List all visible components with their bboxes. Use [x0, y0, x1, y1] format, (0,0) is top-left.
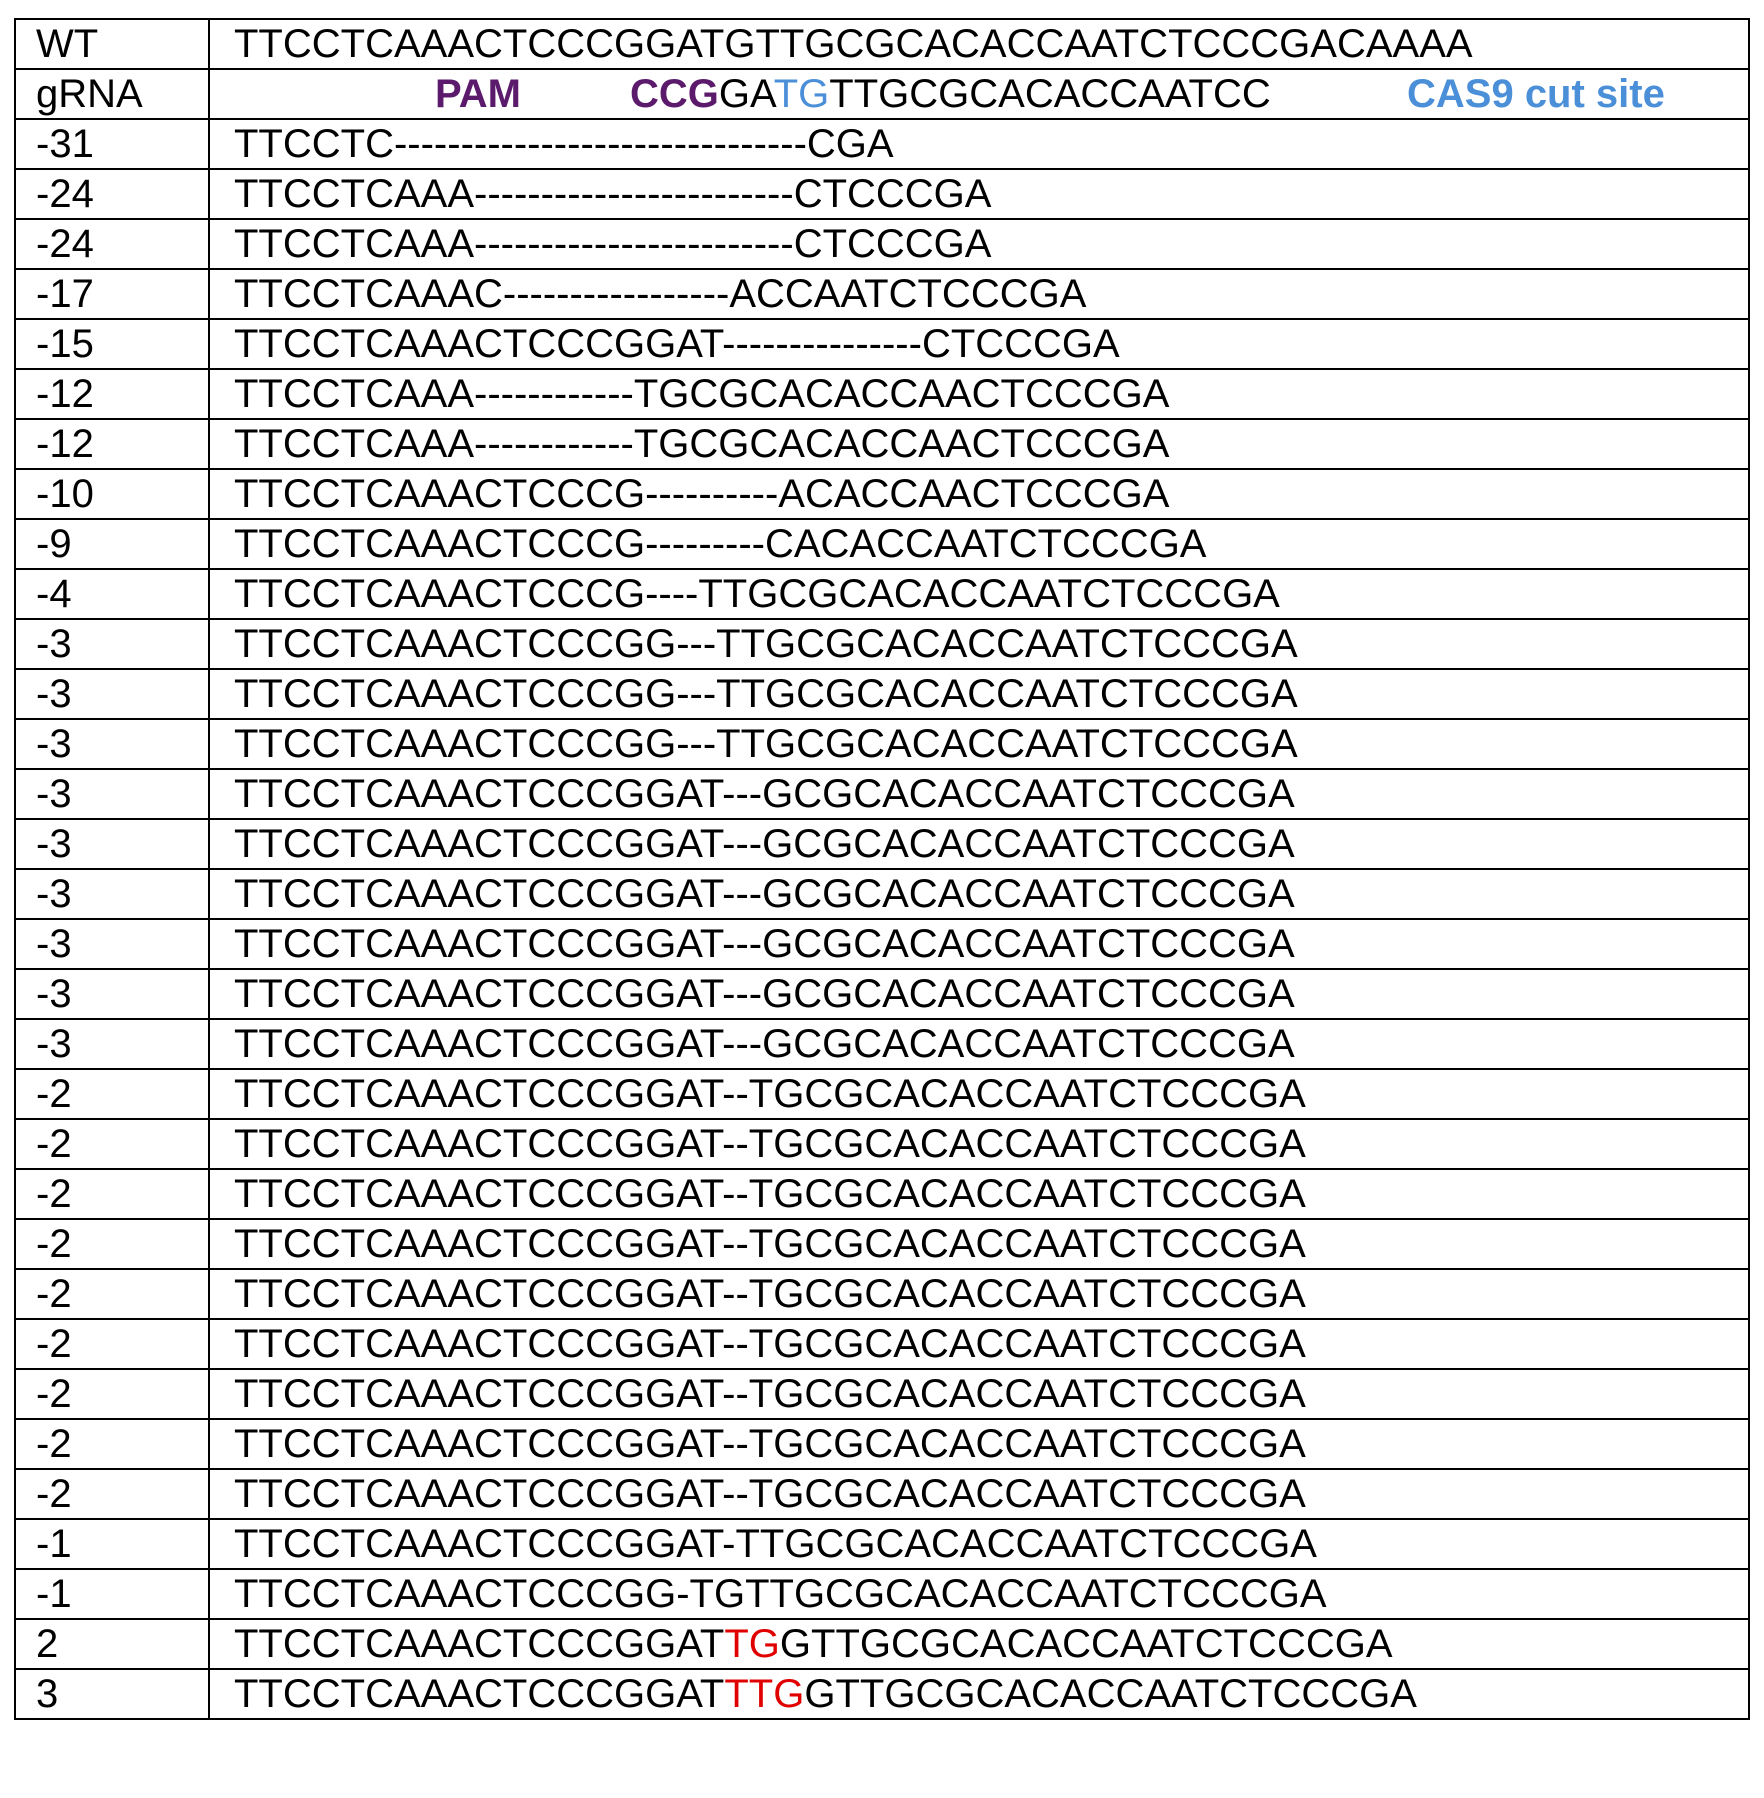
mutant-sequence: TTCCTCAAACTCCCGGAT-TTGCGCACACCAATCTCCCGA: [209, 1519, 1749, 1569]
table-row: [15, 769, 1749, 819]
indel-size: -3: [15, 1019, 209, 1069]
table-row: [15, 1019, 1749, 1069]
indel-size: -2: [15, 1369, 209, 1419]
indel-size: -2: [15, 1469, 209, 1519]
mutant-sequence: TTCCTCAAACTCCCGGAT---GCGCACACCAATCTCCCGA: [209, 819, 1749, 869]
indel-size: -2: [15, 1269, 209, 1319]
indel-size: -3: [15, 819, 209, 869]
table-row: [15, 819, 1749, 869]
table-row: [15, 269, 1749, 319]
indel-size: -2: [15, 1319, 209, 1369]
indel-size: -17: [15, 269, 209, 319]
table-row: [15, 369, 1749, 419]
mutant-sequence: TTCCTCAAACTCCCGGAT--TGCGCACACCAATCTCCCGA: [209, 1169, 1749, 1219]
grna-row: [15, 69, 1749, 119]
cas9-cut-site-label: CAS9 cut site: [1407, 72, 1665, 116]
table-row: [15, 1519, 1749, 1569]
inserted-bases: TTG: [724, 1672, 805, 1716]
mutant-sequence: TTCCTCAAA------------------------CTCCCGA: [209, 219, 1749, 269]
mutant-sequence: TTCCTC-------------------------------CGA: [209, 119, 1749, 169]
mutant-sequence: TTCCTCAAA------------------------CTCCCGA: [209, 169, 1749, 219]
grna-pam-bases: CCG: [630, 72, 719, 116]
indel-size: 2: [15, 1619, 209, 1669]
sequence-post-insertion: GTTGCGCACACCAATCTCCCGA: [804, 1672, 1417, 1716]
table-row: [15, 1369, 1749, 1419]
indel-size: -31: [15, 119, 209, 169]
table-row: [15, 1669, 1749, 1719]
mutant-sequence: TTCCTCAAACTCCCGGAT--TGCGCACACCAATCTCCCGA: [209, 1419, 1749, 1469]
table-row: [15, 469, 1749, 519]
indel-size: -3: [15, 619, 209, 669]
table-row: [15, 419, 1749, 469]
grna-mid-bases: GA: [718, 72, 774, 116]
table-row: [15, 619, 1749, 669]
mutant-sequence: [209, 1619, 1749, 1669]
mutant-sequence: TTCCTCAAACTCCCGGAT--TGCGCACACCAATCTCCCGA: [209, 1469, 1749, 1519]
wt-sequence: TTCCTCAAACTCCCGGATGTTGCGCACACCAATCTCCCGACAAAA: [209, 19, 1749, 69]
indel-size: -3: [15, 969, 209, 1019]
indel-size: -12: [15, 419, 209, 469]
table-row: [15, 669, 1749, 719]
table-row: [15, 1069, 1749, 1119]
wt-row: [15, 19, 1749, 69]
table-row: [15, 1169, 1749, 1219]
mutant-sequence: TTCCTCAAACTCCCGGAT--TGCGCACACCAATCTCCCGA: [209, 1119, 1749, 1169]
mutant-sequence: TTCCTCAAACTCCCGGAT---GCGCACACCAATCTCCCGA: [209, 919, 1749, 969]
grna-label: gRNA: [15, 69, 209, 119]
wt-label: WT: [15, 19, 209, 69]
table-row: [15, 1419, 1749, 1469]
mutant-sequence: TTCCTCAAACTCCCGGAT---------------CTCCCGA: [209, 319, 1749, 369]
mutant-sequence: TTCCTCAAACTCCCGGAT---GCGCACACCAATCTCCCGA: [209, 869, 1749, 919]
table-row: [15, 969, 1749, 1019]
table-row: [15, 219, 1749, 269]
indel-size: -3: [15, 719, 209, 769]
indel-size: -3: [15, 669, 209, 719]
mutant-sequence: TTCCTCAAACTCCCGGAT--TGCGCACACCAATCTCCCGA: [209, 1369, 1749, 1419]
sequence-alignment-table: [14, 18, 1750, 1720]
indel-size: -4: [15, 569, 209, 619]
mutant-sequence: TTCCTCAAACTCCCGGAT---GCGCACACCAATCTCCCGA: [209, 1019, 1749, 1069]
indel-size: -9: [15, 519, 209, 569]
mutant-sequence: TTCCTCAAACTCCCGGAT--TGCGCACACCAATCTCCCGA: [209, 1069, 1749, 1119]
indel-size: -3: [15, 869, 209, 919]
inserted-bases: TG: [724, 1622, 780, 1666]
sequence-pre-insertion: TTCCTCAAACTCCCGGAT: [234, 1672, 725, 1716]
indel-size: -2: [15, 1419, 209, 1469]
mutant-sequence: TTCCTCAAAC-----------------ACCAATCTCCCGA: [209, 269, 1749, 319]
sequence-post-insertion: GTTGCGCACACCAATCTCCCGA: [779, 1622, 1393, 1666]
table-row: [15, 319, 1749, 369]
indel-size: -3: [15, 919, 209, 969]
mutant-sequence: TTCCTCAAACTCCCGGAT--TGCGCACACCAATCTCCCGA: [209, 1319, 1749, 1369]
indel-size: -2: [15, 1119, 209, 1169]
mutant-sequence: TTCCTCAAACTCCCGG---TTGCGCACACCAATCTCCCGA: [209, 619, 1749, 669]
mutant-sequence: TTCCTCAAACTCCCG----TTGCGCACACCAATCTCCCGA: [209, 569, 1749, 619]
table-row: [15, 119, 1749, 169]
sequence-pre-insertion: TTCCTCAAACTCCCGGAT: [234, 1622, 725, 1666]
indel-size: -12: [15, 369, 209, 419]
table-row: [15, 1269, 1749, 1319]
mutant-sequence: TTCCTCAAACTCCCG----------ACACCAACTCCCGA: [209, 469, 1749, 519]
mutant-sequence: TTCCTCAAA------------TGCGCACACCAACTCCCGA: [209, 419, 1749, 469]
table-row: [15, 1319, 1749, 1369]
table-row: [15, 1469, 1749, 1519]
grna-end-bases: TTGCGCACACCAATCC: [829, 72, 1271, 116]
grna-sequence: [630, 70, 1271, 118]
indel-size: -24: [15, 219, 209, 269]
pam-label: PAM: [435, 72, 521, 116]
indel-size: -1: [15, 1519, 209, 1569]
mutant-sequence: TTCCTCAAACTCCCG---------CACACCAATCTCCCGA: [209, 519, 1749, 569]
table-row: [15, 519, 1749, 569]
indel-size: -10: [15, 469, 209, 519]
table-row: [15, 919, 1749, 969]
indel-size: -24: [15, 169, 209, 219]
indel-size: 3: [15, 1669, 209, 1719]
grna-cell: [209, 69, 1749, 119]
indel-size: -2: [15, 1069, 209, 1119]
mutant-sequence: [209, 1669, 1749, 1719]
table-row: [15, 869, 1749, 919]
mutant-sequence: TTCCTCAAACTCCCGGAT---GCGCACACCAATCTCCCGA: [209, 769, 1749, 819]
table-row: [15, 569, 1749, 619]
table-row: [15, 1619, 1749, 1669]
table-row: [15, 1569, 1749, 1619]
indel-size: -2: [15, 1169, 209, 1219]
indel-size: -2: [15, 1219, 209, 1269]
mutant-sequence: TTCCTCAAACTCCCGGAT---GCGCACACCAATCTCCCGA: [209, 969, 1749, 1019]
mutant-sequence: TTCCTCAAACTCCCGG---TTGCGCACACCAATCTCCCGA: [209, 719, 1749, 769]
mutant-sequence: TTCCTCAAACTCCCGG-TGTTGCGCACACCAATCTCCCGA: [209, 1569, 1749, 1619]
mutant-sequence: TTCCTCAAA------------TGCGCACACCAACTCCCGA: [209, 369, 1749, 419]
table-row: [15, 1119, 1749, 1169]
mutant-sequence: TTCCTCAAACTCCCGGAT--TGCGCACACCAATCTCCCGA: [209, 1269, 1749, 1319]
indel-size: -1: [15, 1569, 209, 1619]
mutant-sequence: TTCCTCAAACTCCCGG---TTGCGCACACCAATCTCCCGA: [209, 669, 1749, 719]
table-row: [15, 169, 1749, 219]
grna-cut-bases: TG: [773, 72, 830, 116]
indel-size: -15: [15, 319, 209, 369]
table-row: [15, 1219, 1749, 1269]
indel-size: -3: [15, 769, 209, 819]
table-row: [15, 719, 1749, 769]
mutant-sequence: TTCCTCAAACTCCCGGAT--TGCGCACACCAATCTCCCGA: [209, 1219, 1749, 1269]
